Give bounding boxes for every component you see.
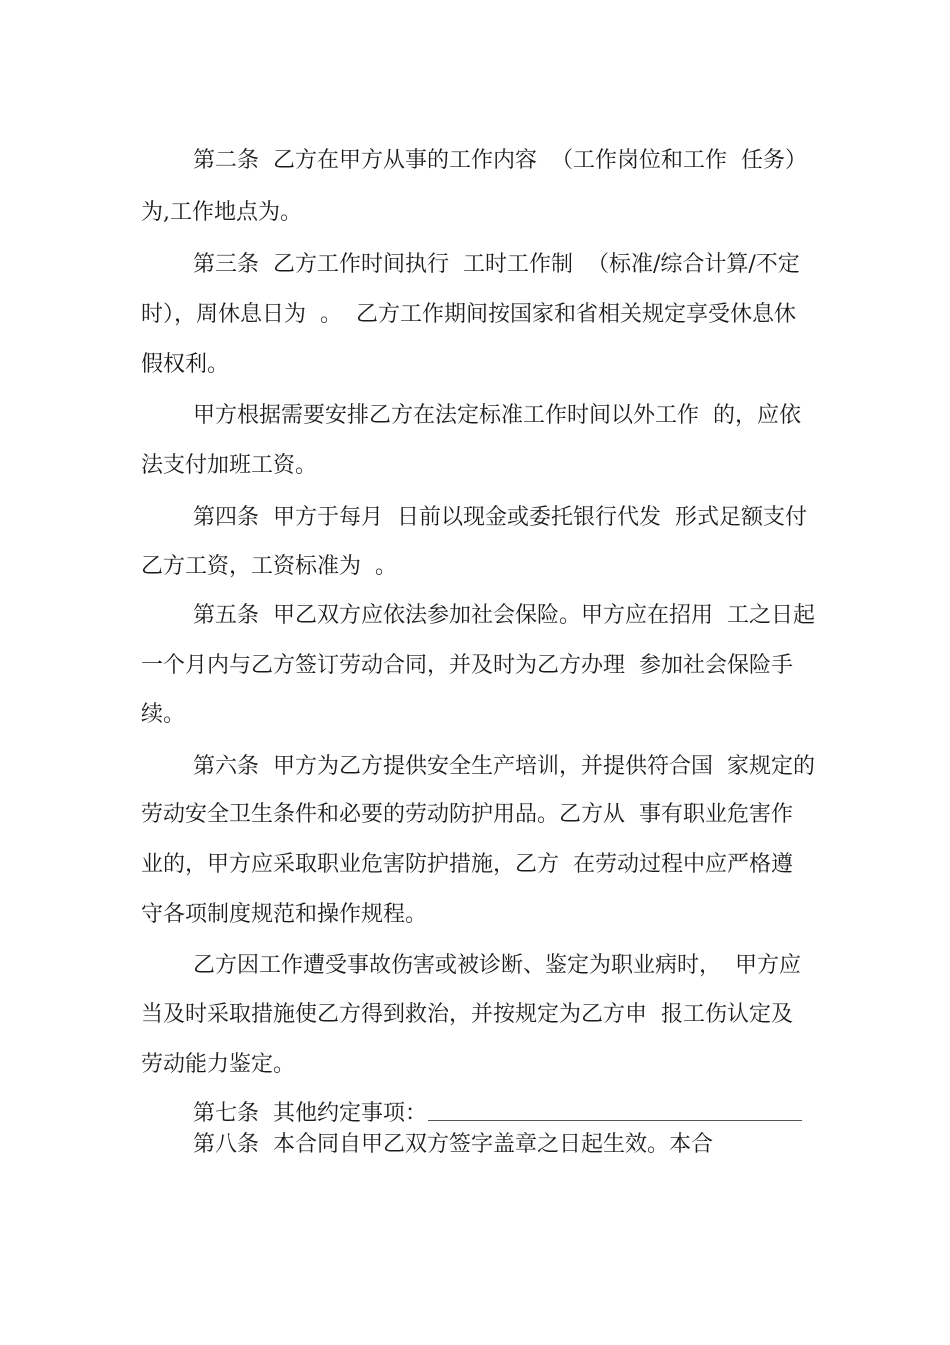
text-line-15: 业的，甲方应采取职业危害防护措施，乙方 在劳动过程中应严格遵 xyxy=(141,852,793,877)
text-line-4: 时），周休息日为 。 乙方工作期间按国家和省相关规定享受休息休 xyxy=(141,302,796,327)
text-line-6: 甲方根据需要安排乙方在法定标准工作时间以外工作 的，应依 xyxy=(193,403,801,428)
text-line-3: 第三条 乙方工作时间执行 工时工作制 （标准/综合计算/不定 xyxy=(193,252,800,277)
text-line-8: 第四条 甲方于每月 日前以现金或委托银行代发 形式足额支付 xyxy=(193,505,807,530)
fill-in-blank-line xyxy=(428,1120,802,1121)
text-line-19: 劳动能力鉴定。 xyxy=(141,1052,296,1077)
text-line-17: 乙方因工作遭受事故伤害或被诊断、鉴定为职业病时， 甲方应 xyxy=(193,953,801,978)
text-line-10: 第五条 甲乙双方应依法参加社会保险。甲方应在招用 工之日起 xyxy=(193,603,815,628)
text-line-9: 乙方工资，工资标准为 。 xyxy=(141,554,397,579)
text-line-13: 第六条 甲方为乙方提供安全生产培训，并提供符合国 家规定的 xyxy=(193,754,815,779)
text-line-16: 守各项制度规范和操作规程。 xyxy=(141,902,428,927)
text-line-1: 第二条 乙方在甲方从事的工作内容 （工作岗位和工作 任务） xyxy=(193,148,807,173)
text-line-7: 法支付加班工资。 xyxy=(141,453,318,478)
text-line-20: 第七条 其他约定事项： xyxy=(193,1101,427,1126)
text-line-12: 续。 xyxy=(141,702,186,727)
text-line-11: 一个月内与乙方签订劳动合同，并及时为乙方办理 参加社会保险手 xyxy=(141,653,793,678)
text-line-18: 当及时采取措施使乙方得到救治，并按规定为乙方申 报工伤认定及 xyxy=(141,1002,793,1027)
text-line-14: 劳动安全卫生条件和必要的劳动防护用品。乙方从 事有职业危害作 xyxy=(141,802,793,827)
text-line-2: 为,工作地点为。 xyxy=(141,200,302,225)
text-line-21: 第八条 本合同自甲乙双方签字盖章之日起生效。本合 xyxy=(193,1132,713,1157)
text-line-5: 假权利。 xyxy=(141,352,230,377)
